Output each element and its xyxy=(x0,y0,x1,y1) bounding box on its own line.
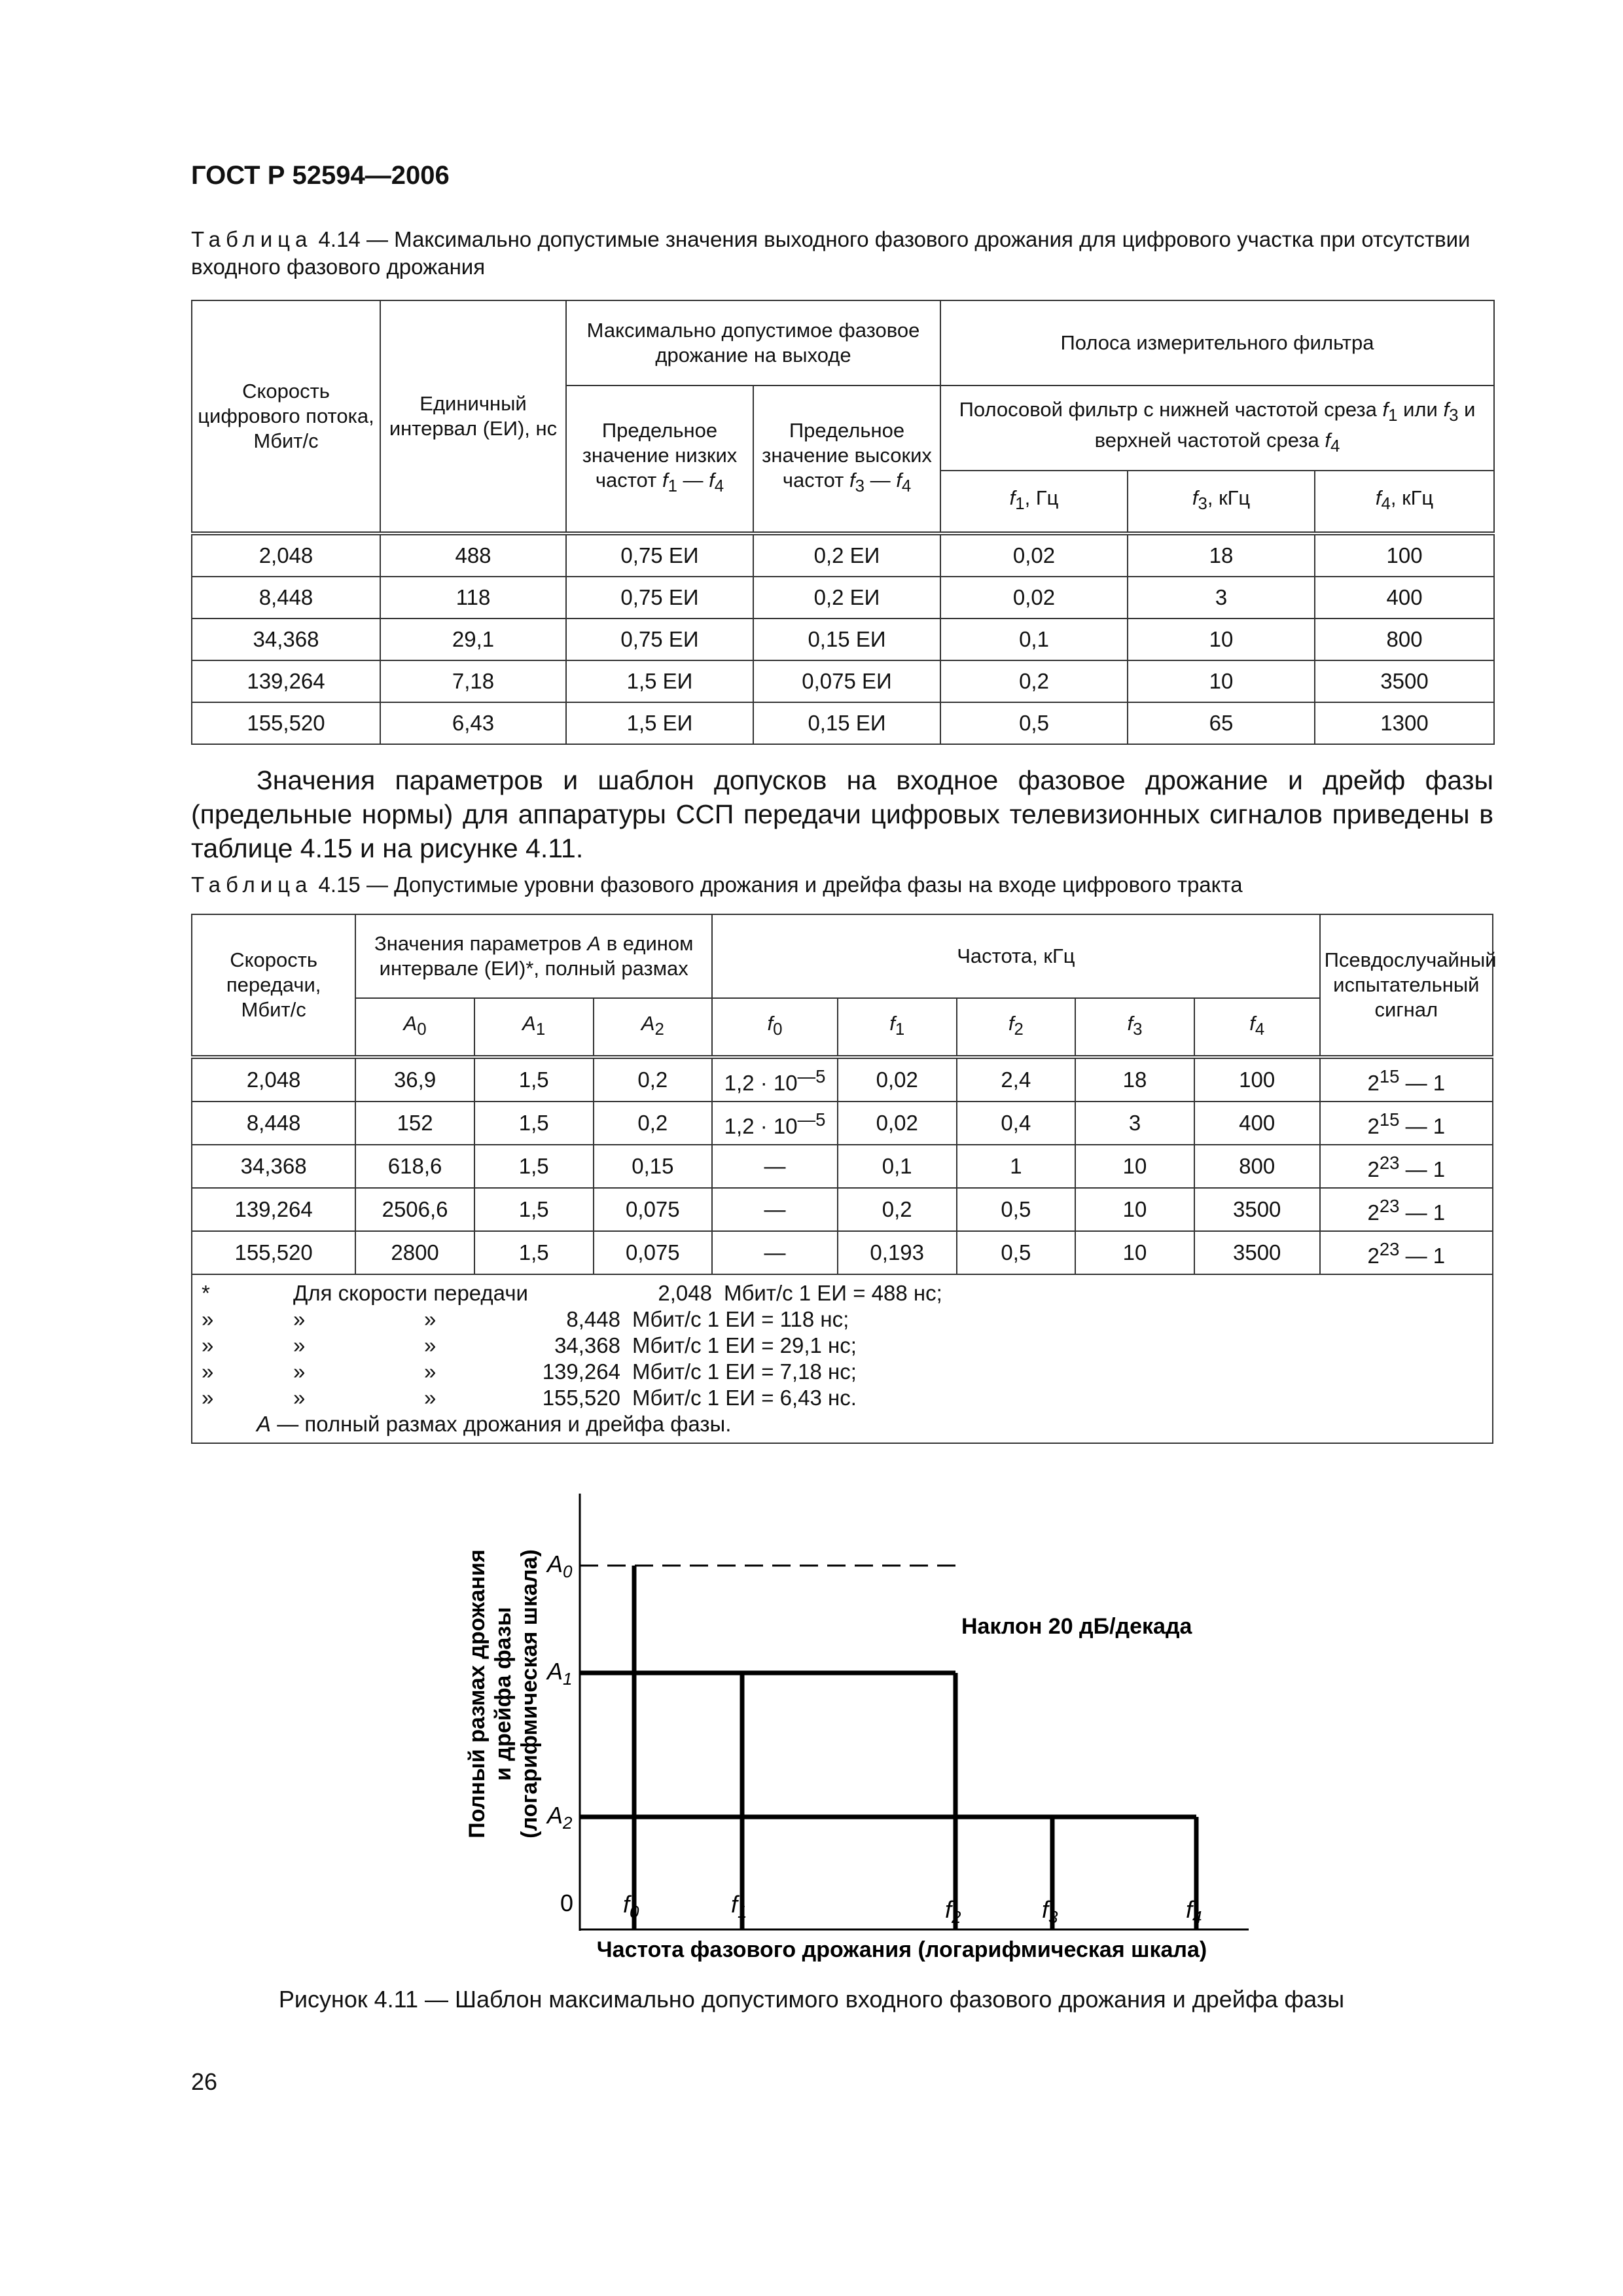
table-cell: 10 xyxy=(1075,1188,1194,1231)
table-cell: 10 xyxy=(1128,660,1315,702)
table-cell: 3500 xyxy=(1194,1231,1320,1274)
table-cell: 1,5 xyxy=(474,1145,594,1188)
table-cell: 2,4 xyxy=(957,1057,1076,1102)
table-cell: 0,2 xyxy=(838,1188,957,1231)
table-cell-prbs: $2^{23}$ — 1 xyxy=(1320,1188,1493,1231)
label-f0: $f_0$ xyxy=(623,1891,639,1922)
col-a-values: Значения параметров A в едином интервале (ЕИ)*, полный размах xyxy=(355,914,712,998)
table-cell: 400 xyxy=(1194,1102,1320,1145)
table-cell: 0,4 xyxy=(957,1102,1076,1145)
table-cell: 1,5 xyxy=(474,1057,594,1102)
y-axis-title-line3: (логарифмическая шкала) xyxy=(517,1549,542,1839)
note-row: » » » 8,448 Мбит/с 1 ЕИ = 118 нс; xyxy=(202,1307,849,1331)
table-cell: 0,75 ЕИ xyxy=(566,577,753,619)
table-cell: 0,2 xyxy=(594,1102,713,1145)
table-cell-prbs: $2^{23}$ — 1 xyxy=(1320,1231,1493,1274)
table-cell: 1,5 ЕИ xyxy=(566,702,753,744)
col-filter-band: Полоса измерительного фильтра xyxy=(940,300,1494,386)
table-cell: $1,2 \cdot 10^{—5}$ xyxy=(712,1102,838,1145)
table-cell: 3500 xyxy=(1194,1188,1320,1231)
table-cell: 155,520 xyxy=(192,702,380,744)
table-cell: 0,2 ЕИ xyxy=(753,577,940,619)
table-cell: 10 xyxy=(1075,1145,1194,1188)
label-a0: $A_0$ xyxy=(547,1551,573,1581)
label-f3: $f_3$ xyxy=(1042,1896,1058,1927)
col-a2: $A_2$ xyxy=(594,998,713,1057)
label-a1: $A_1$ xyxy=(547,1658,573,1689)
table-cell: 65 xyxy=(1128,702,1315,744)
y-axis-title-line1: Полный размах дрожания xyxy=(465,1549,490,1839)
slope-annotation: Наклон 20 дБ/декада xyxy=(961,1614,1192,1639)
table-cell: 0,5 xyxy=(957,1231,1076,1274)
table-cell: 1300 xyxy=(1315,702,1494,744)
table-cell: 7,18 xyxy=(380,660,566,702)
table-cell: 139,264 xyxy=(192,1188,355,1231)
table-cell: 3500 xyxy=(1315,660,1494,702)
body-paragraph: Значения параметров и шаблон допусков на входное фазовое дрожание и дрейф фазы (предельные нормы) для аппаратуры ССП передачи цифровых телевизионных сигналов приведены в таблице 4.15 и на рисунке 4.11. xyxy=(191,765,1493,863)
table-cell: 34,368 xyxy=(192,1145,355,1188)
table-cell: 10 xyxy=(1128,619,1315,660)
table-cell: 8,448 xyxy=(192,577,380,619)
page-number: 26 xyxy=(191,2068,218,2095)
table-4-14-caption: Таблица 4.14 — Максимально допустимые значения выходного фазового дрожания для цифрового участка при отсутствии входного фазового дрожания xyxy=(191,227,1471,279)
table-cell: 0,193 xyxy=(838,1231,957,1274)
table-cell: — xyxy=(712,1231,838,1274)
table-cell: 0,15 xyxy=(594,1145,713,1188)
table-cell: 0,2 xyxy=(594,1057,713,1102)
table-cell: 0,075 xyxy=(594,1231,713,1274)
col-f3: $f_3$, кГц xyxy=(1128,471,1315,533)
label-f4: $f_4$ xyxy=(1186,1896,1202,1927)
table-cell: 800 xyxy=(1315,619,1494,660)
col-high-limit: Предельное значение высоких частот $f_3$ — $f_4$ xyxy=(753,386,940,533)
label-f1: $f_1$ xyxy=(731,1891,747,1922)
table-cell: 2,048 xyxy=(192,533,380,577)
table-cell: 6,43 xyxy=(380,702,566,744)
table-cell: 3 xyxy=(1128,577,1315,619)
table-cell: 29,1 xyxy=(380,619,566,660)
table-cell: 2506,6 xyxy=(355,1188,474,1231)
y-axis-title-line2: и дрейфа фазы xyxy=(491,1607,516,1781)
table-cell: — xyxy=(712,1145,838,1188)
table-cell: 152 xyxy=(355,1102,474,1145)
table-cell: 800 xyxy=(1194,1145,1320,1188)
label-a2: $A_2$ xyxy=(547,1802,573,1833)
figure-caption: Рисунок 4.11 — Шаблон максимально допустимого входного фазового дрожания и дрейфа фазы xyxy=(278,1986,1345,2013)
table-cell: 36,9 xyxy=(355,1057,474,1102)
table-cell-prbs: $2^{15}$ — 1 xyxy=(1320,1057,1493,1102)
table-cell: 100 xyxy=(1315,533,1494,577)
x-axis-title: Частота фазового дрожания (логарифмическая шкала) xyxy=(596,1937,1207,1962)
note-row: » » » 34,368 Мбит/с 1 ЕИ = 29,1 нс; xyxy=(202,1333,857,1357)
table-cell: 0,02 xyxy=(838,1057,957,1102)
table-cell: — xyxy=(712,1188,838,1231)
label-f2: $f_2$ xyxy=(945,1896,961,1927)
col-max-jitter: Максимально допустимое фазовое дрожание на выходе xyxy=(566,300,940,386)
table-cell: 0,02 xyxy=(940,577,1128,619)
col-f1: $f_1$, Гц xyxy=(940,471,1128,533)
col-f0: $f_0$ xyxy=(712,998,838,1057)
note-row: » » » 139,264 Мбит/с 1 ЕИ = 7,18 нс; xyxy=(202,1359,857,1384)
table-cell: 0,1 xyxy=(838,1145,957,1188)
table-cell: 0,075 ЕИ xyxy=(753,660,940,702)
table-cell: 1 xyxy=(957,1145,1076,1188)
col-unit-interval: Единичный интервал (ЕИ), нс xyxy=(380,300,566,533)
origin-label: 0 xyxy=(560,1890,574,1916)
table-cell: 18 xyxy=(1075,1057,1194,1102)
table-cell: 618,6 xyxy=(355,1145,474,1188)
table-cell: 118 xyxy=(380,577,566,619)
note-a: A — полный размах дрожания и дрейфа фазы. xyxy=(257,1412,732,1436)
col-f1: $f_1$ xyxy=(838,998,957,1057)
table-cell: 1,5 ЕИ xyxy=(566,660,753,702)
col-f2: $f_2$ xyxy=(957,998,1076,1057)
document-code: ГОСТ Р 52594—2006 xyxy=(191,161,450,190)
table-cell: 0,5 xyxy=(940,702,1128,744)
table-cell: 0,2 xyxy=(940,660,1128,702)
col-f3: $f_3$ xyxy=(1075,998,1194,1057)
table-cell-prbs: $2^{23}$ — 1 xyxy=(1320,1145,1493,1188)
table-cell: 2,048 xyxy=(192,1057,355,1102)
table-cell: 0,75 ЕИ xyxy=(566,619,753,660)
col-frequency: Частота, кГц xyxy=(712,914,1319,998)
table-cell: 155,520 xyxy=(192,1231,355,1274)
col-bandpass: Полосовой фильтр с нижней частотой среза $f_1$ или $f_3$ и верхней частотой среза $f_4$ xyxy=(940,386,1494,471)
table-cell: 488 xyxy=(380,533,566,577)
col-f4: $f_4$ xyxy=(1194,998,1320,1057)
col-a0: $A_0$ xyxy=(355,998,474,1057)
col-speed: Скорость передачи, Мбит/с xyxy=(192,914,355,1057)
table-cell: 0,2 ЕИ xyxy=(753,533,940,577)
table-cell: 400 xyxy=(1315,577,1494,619)
col-a1: $A_1$ xyxy=(474,998,594,1057)
table-cell: 1,5 xyxy=(474,1188,594,1231)
table-cell: 0,075 xyxy=(594,1188,713,1231)
table-cell: 1,5 xyxy=(474,1231,594,1274)
table-cell: 100 xyxy=(1194,1057,1320,1102)
table-cell: 0,15 ЕИ xyxy=(753,619,940,660)
table-cell: 34,368 xyxy=(192,619,380,660)
table-cell: 1,5 xyxy=(474,1102,594,1145)
table-cell-prbs: $2^{15}$ — 1 xyxy=(1320,1102,1493,1145)
table-4-15-caption: Таблица 4.15 — Допустимые уровни фазового дрожания и дрейфа фазы на входе цифрового тракта xyxy=(191,872,1243,897)
table-cell: 0,1 xyxy=(940,619,1128,660)
table-cell: 10 xyxy=(1075,1231,1194,1274)
col-prbs: Псевдослучайный испытательный сигнал xyxy=(1320,914,1493,1057)
table-cell: 2800 xyxy=(355,1231,474,1274)
table-cell: 8,448 xyxy=(192,1102,355,1145)
table-cell: 0,02 xyxy=(940,533,1128,577)
table-cell: 0,75 ЕИ xyxy=(566,533,753,577)
table-cell: 0,02 xyxy=(838,1102,957,1145)
col-f4: $f_4$, кГц xyxy=(1315,471,1494,533)
table-cell: 0,5 xyxy=(957,1188,1076,1231)
col-speed: Скорость цифрового потока, Мбит/с xyxy=(192,300,380,533)
table-cell: 18 xyxy=(1128,533,1315,577)
table-cell: 139,264 xyxy=(192,660,380,702)
note-row: » » » 155,520 Мбит/с 1 ЕИ = 6,43 нс. xyxy=(202,1386,857,1410)
note-row: * Для скорости передачи 2,048 Мбит/с 1 ЕИ = 488 нс; xyxy=(202,1281,942,1305)
table-cell: $1,2 \cdot 10^{—5}$ xyxy=(712,1057,838,1102)
table-cell: 0,15 ЕИ xyxy=(753,702,940,744)
table-cell: 3 xyxy=(1075,1102,1194,1145)
col-low-limit: Предельное значение низких частот $f_1$ — $f_4$ xyxy=(566,386,753,533)
